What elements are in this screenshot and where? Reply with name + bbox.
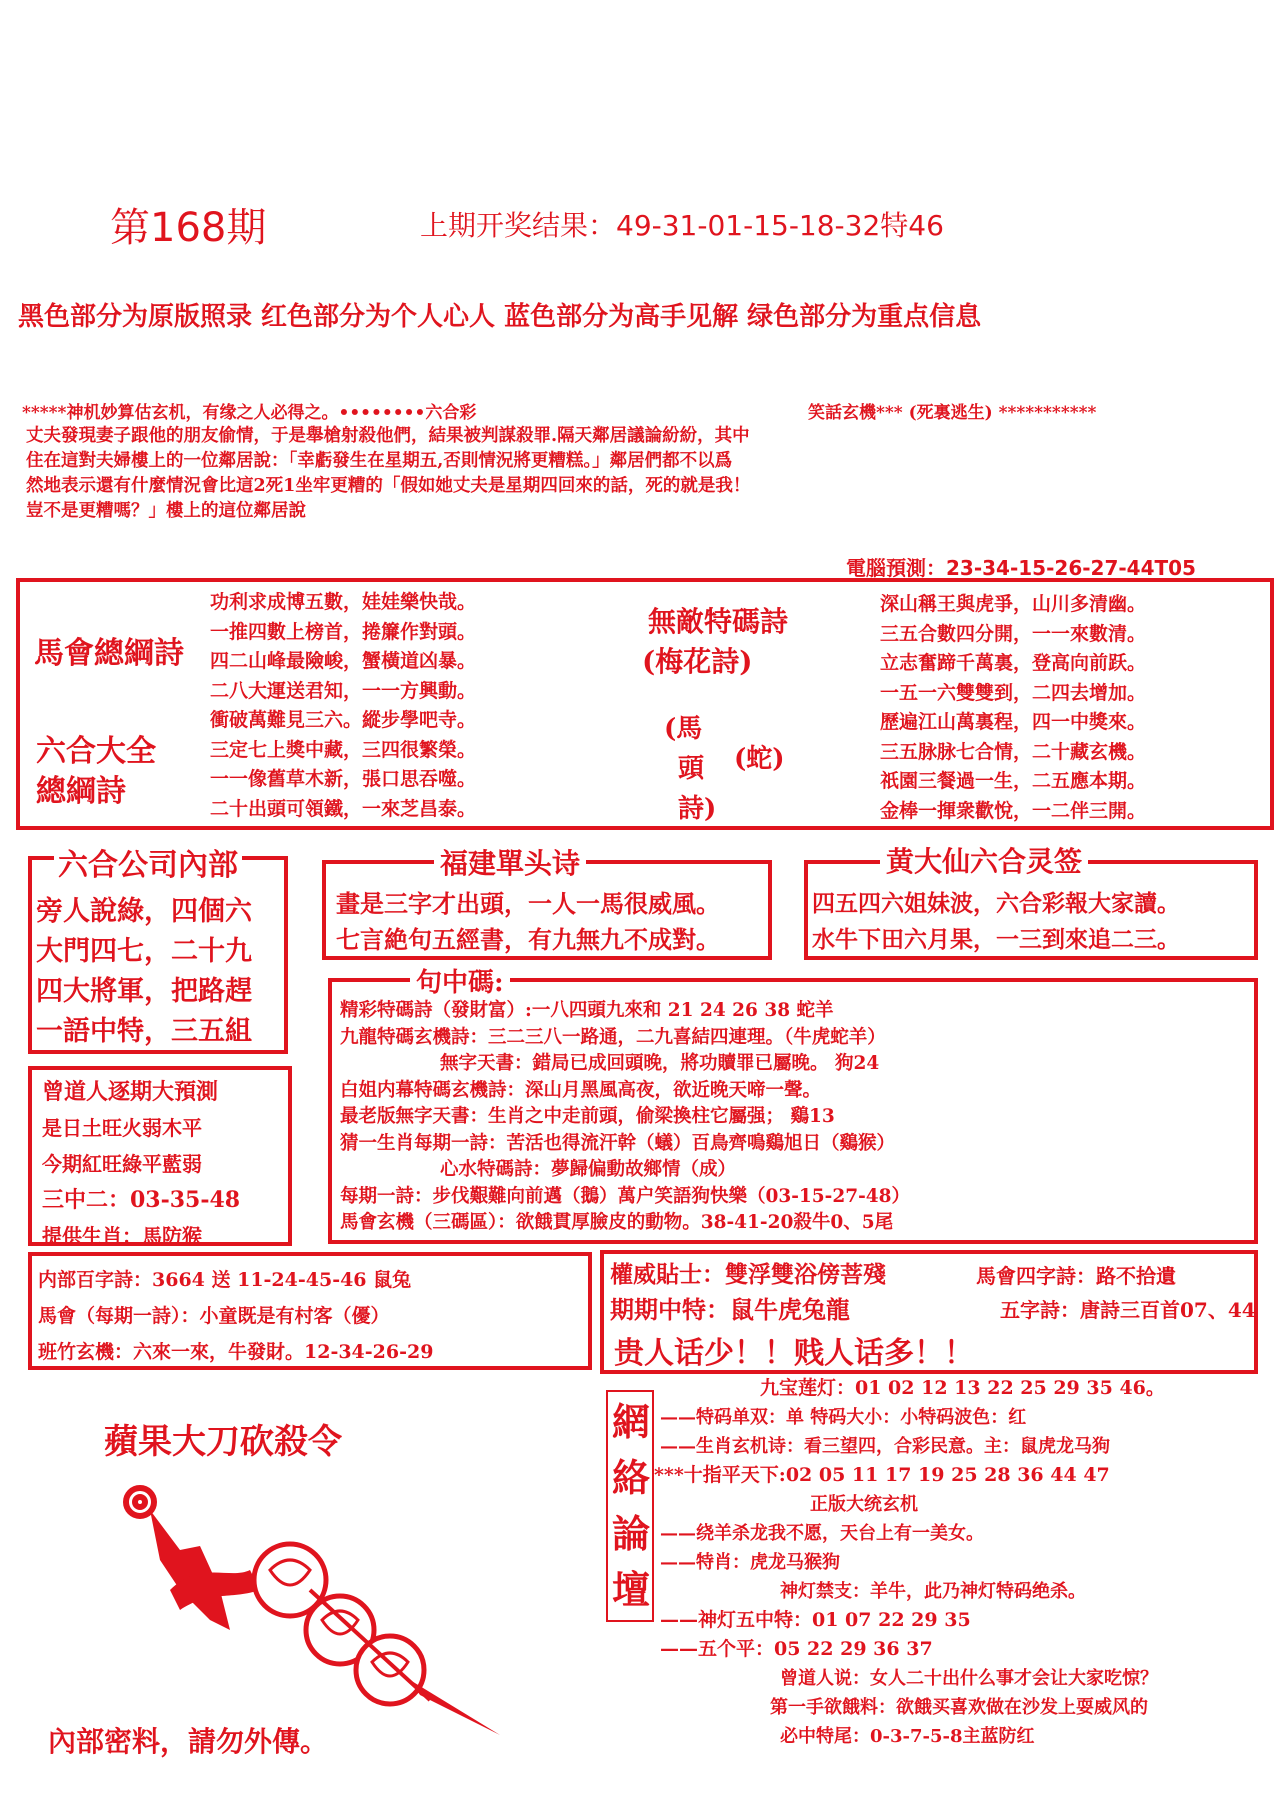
poem-line: 立志奮蹄千萬裏，登高向前跃。: [880, 652, 1147, 674]
internal-line: 馬會（每期一詩）：小童既是有村客（優）: [38, 1305, 390, 1327]
company-lines: [36, 892, 252, 1052]
forum-line: 曾道人说：女人二十出什么事才会让大家吃惊？: [780, 1668, 1158, 1689]
forum-line: 第一手欲餓料：欲餓买喜欢做在沙发上耍威风的: [770, 1697, 1148, 1718]
sentence-code-line: 猜一生肖每期一詩：苦活也得流汗幹（蟻）百鳥齊鳴鷄旭日（鷄猴）: [340, 1132, 896, 1154]
sentence-code-line: 最老版無字天書：生肖之中走前頭，偷梁換柱它屬强； 鷄13: [340, 1106, 835, 1127]
internal-line: 内部百字詩：3664 送 11-24-45-46 鼠兔: [38, 1269, 412, 1291]
sentence-code-line: 無字天書：錯局已成回頭晚，將功贖罪已屬晚。 狗24: [440, 1053, 880, 1074]
company-line: 四大將軍，把路趕: [36, 976, 252, 1007]
poem-line: 三五合數四分開，一一來數清。: [880, 622, 1147, 645]
internal-lines: [38, 1262, 433, 1370]
forum-line: 正版大统玄机: [810, 1494, 918, 1515]
sentence-code-line: 馬會玄機（三碼區）：欲餓貫厚臉皮的動物。38-41-20殺牛0、5尾: [340, 1212, 894, 1233]
computer-forecast: 電腦預測：23-34-15-26-27-44T05: [846, 556, 1196, 580]
poem-line: 三定七上獎中藏，三四很繁榮。: [210, 738, 477, 761]
authority-tip-value: 雙浮雙浴傍菩殘: [725, 1261, 886, 1288]
forum-vertical-title: [612, 1394, 650, 1618]
every-issue-value: 鼠牛虎兔龍: [730, 1295, 850, 1324]
huangdaxian-line: 四五四六姐妹波，六合彩報大家讀。: [812, 890, 1180, 917]
mahui-four-word: [976, 1260, 1176, 1289]
company-title: 六合公司內部: [54, 840, 242, 884]
joke-text: [26, 424, 1266, 524]
huangdaxian-title: 黄大仙六合灵签: [880, 840, 1088, 880]
joke-line: 丈夫發現妻子跟他的朋友偷情，于是舉槍射殺他們，結果被判謀殺罪.隔天鄰居議論紛紛，其中: [26, 426, 750, 446]
sentence-code-line: 白姐内幕特碼玄機詩：深山月黑風高夜，欲近晚天啼一聲。: [340, 1079, 822, 1101]
poem-mid-sub2: 頭: [678, 754, 705, 784]
joke-line-header-right: 笑話玄機*** (死裏逃生) ***********: [808, 403, 1097, 423]
huangdaxian-line: 水牛下田六月果，一三到來追二三。: [812, 926, 1180, 953]
poem-title-liuhe-2: 總綱詩: [36, 774, 126, 809]
every-issue-special: [610, 1290, 850, 1325]
poem-mid-sub1: (馬: [664, 714, 703, 744]
forum-line: ——特肖：虎龙马猴狗: [660, 1552, 840, 1573]
poem-line: 二十出頭可領鐵，一來芝昌泰。: [210, 797, 477, 820]
poem-mid-title: 無敵特碼詩: [648, 605, 789, 638]
poem-title-liuhe: 六合大全: [36, 734, 156, 769]
poem-mid-subtitle: (梅花詩): [642, 645, 753, 678]
poem-line: 二八大運送君知，一一方興動。: [210, 679, 477, 702]
fujian-line: 七言絶句五經書，有九無九不成對。: [336, 925, 720, 954]
mahui-four-label: 馬會四字詩：: [976, 1264, 1096, 1288]
poem-line: 四二山峰最險峻，蟹橫道凶暴。: [210, 650, 477, 672]
sentence-code-line: 心水特碼詩：夢歸偏動故鄉情（成）: [440, 1159, 737, 1180]
color-legend: 黑色部分为原版照录 红色部分为个人心人 蓝色部分为高手见解 绿色部分为重点信息: [18, 302, 982, 332]
fujian-lines: [336, 886, 720, 958]
poem-right-lines: [880, 590, 1146, 826]
huangdaxian-lines: [812, 886, 1180, 958]
issue-number: 第168期: [110, 205, 267, 251]
fujian-line: 畫是三字才出頭，一人一馬很威風。: [336, 889, 720, 918]
predict-content: [42, 1074, 240, 1254]
forum-title-char: 論: [612, 1511, 651, 1556]
forum-line: ——五个平：05 22 29 36 37: [660, 1638, 933, 1660]
forum-line: 九宝莲灯：01 02 12 13 22 25 29 35 46。: [760, 1377, 1165, 1399]
joke-line: 然地表示還有什麼情況會比這2死1坐牢更糟的「假如她丈夫是星期四回來的話，死的就是我！: [26, 476, 751, 496]
forum-lines: [654, 1374, 1165, 1751]
five-word-poem: [1000, 1294, 1256, 1323]
five-word-label: 五字詩：: [1000, 1298, 1080, 1322]
poem-line: 三五脉脉七合情，二十藏玄機。: [880, 740, 1147, 763]
forum-line: ***十指平天下:02 05 11 17 19 25 28 36 44 47: [654, 1464, 1110, 1486]
apple-footer: 內部密料，請勿外傳。: [48, 1725, 329, 1758]
joke-line-header-left: *****神机妙算估玄机，有缘之人必得之。••••••••六合彩: [22, 403, 477, 423]
forum-line: ——绕羊杀龙我不愿，天台上有一美女。: [660, 1523, 984, 1544]
poem-line: 金棒一揮衆歡悅，一二伴三開。: [880, 799, 1147, 822]
forum-title-char: 絡: [612, 1455, 651, 1500]
apple-title: 蘋果大刀砍殺令: [104, 1422, 342, 1462]
sentence-code-title: 句中碼:: [410, 962, 510, 999]
every-issue-label: 期期中特：: [610, 1295, 730, 1324]
forum-title-char: 網: [612, 1399, 651, 1444]
sentence-code-lines: [340, 998, 910, 1237]
sentence-code-line: 精彩特碼詩（發財富）:一八四頭九來和 21 24 26 38 蛇羊: [340, 1000, 834, 1021]
poem-line: 一五一六雙雙到，二四去增加。: [880, 681, 1147, 704]
poem-line: 歷遍江山萬裏程，四一中獎來。: [880, 711, 1147, 733]
poem-line: 一一像舊草木新，張口思吞噬。: [210, 768, 477, 790]
poem-line: 衝破萬難見三六。縱步學吧寺。: [210, 709, 477, 731]
predict-line: 是日土旺火弱木平: [42, 1116, 202, 1140]
forum-line: ——特码单双：单 特码大小：小特码波色：红: [660, 1407, 1027, 1428]
poem-line: 祇園三餐過一生，二五應本期。: [880, 770, 1147, 792]
forum-line: 神灯禁支：羊牛，此乃神灯特码绝杀。: [780, 1581, 1086, 1602]
authority-tip-label: 權威貼士：: [610, 1261, 725, 1288]
internal-line: 班竹玄機：六來一來，牛發財。12-34-26-29: [38, 1341, 434, 1363]
forum-line: 必中特尾：0-3-7-5-8主蓝防红: [780, 1726, 1035, 1747]
predict-line: 今期紅旺綠平藍弱: [42, 1152, 202, 1176]
poem-mid-sub3: (蛇): [734, 744, 785, 774]
company-line: 旁人說綠，四個六: [36, 896, 252, 927]
joke-line: 住在這對夫婦樓上的一位鄰居說：「幸虧發生在星期五,否則情況將更糟糕。」鄰居們都不以爲: [26, 451, 733, 471]
forum-line: ——神灯五中特：01 07 22 29 35: [660, 1609, 971, 1631]
company-line: 大門四七，二十九: [36, 936, 252, 967]
sword-illustration: [110, 1480, 500, 1740]
poem-line: 深山稱王與虎爭，山川多清幽。: [880, 593, 1147, 615]
authority-tip: [610, 1256, 886, 1289]
last-result: 上期开奖结果：49-31-01-15-18-32特46: [420, 209, 944, 242]
joke-line: 豈不是更糟嗎？」樓上的這位鄰居說: [26, 501, 306, 521]
company-line: 一語中特，三五組: [36, 1016, 252, 1047]
mahui-four-value: 路不拾遺: [1096, 1264, 1176, 1288]
poem-mid-sub4: 詩): [678, 794, 717, 824]
fujian-title: 福建單头诗: [434, 842, 586, 882]
predict-line: 提供生肖：馬防猴: [42, 1224, 202, 1248]
forum-title-char: 壇: [612, 1567, 651, 1612]
slogan: 贵人话少！！贱人话多！！: [614, 1336, 974, 1371]
five-word-value: 唐詩三百首07、44: [1080, 1298, 1256, 1322]
poem-line: 一推四數上榜首，捲簾作對頭。: [210, 620, 477, 643]
sentence-code-line: 九龍特碼玄機詩：三二三八一路通，二九喜結四連理。（牛虎蛇羊）: [340, 1026, 886, 1048]
poem-left-lines: [210, 588, 476, 824]
predict-line: 三中二：03-35-48: [42, 1187, 241, 1213]
forum-line: ——生肖玄机诗：看三望四，合彩民意。主：鼠虎龙马狗: [660, 1436, 1110, 1457]
poem-title-mahui: 馬會總綱詩: [34, 636, 184, 671]
predict-title: 曾道人逐期大預測: [42, 1079, 219, 1105]
sentence-code-line: 每期一詩：步伐艱難向前邁（鵝）萬户笑語狗快樂（03-15-27-48）: [340, 1185, 911, 1207]
poem-line: 功利求成博五數，娃娃樂快哉。: [210, 591, 477, 613]
